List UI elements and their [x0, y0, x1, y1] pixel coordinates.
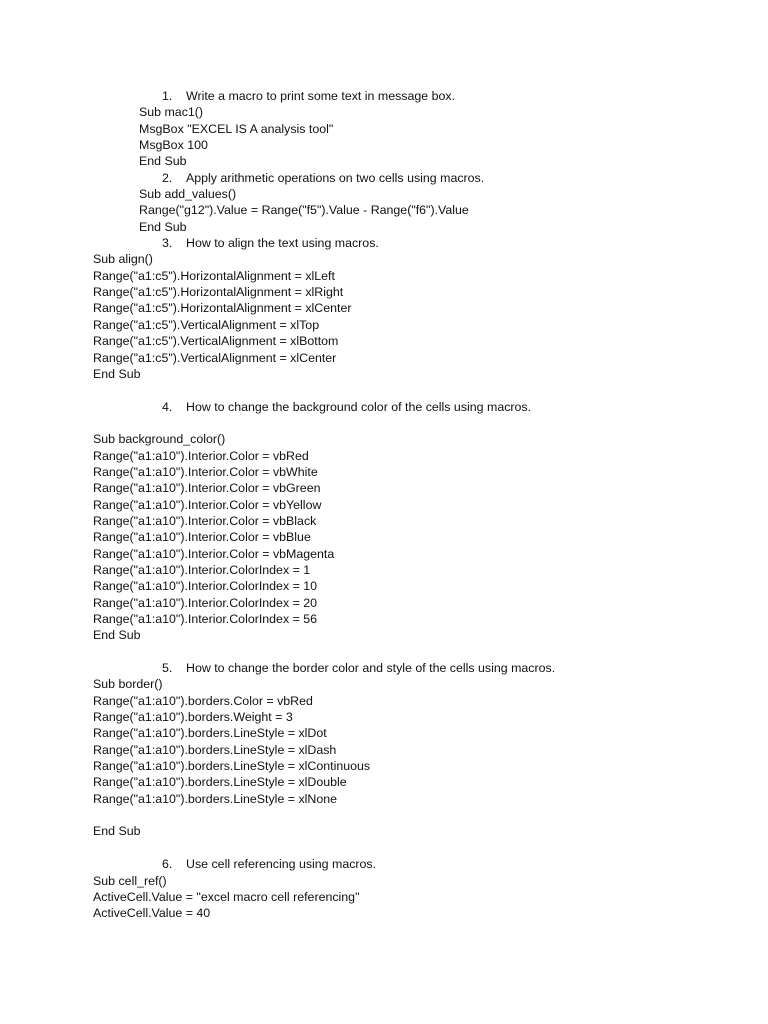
blank-line — [0, 840, 768, 856]
code-line: Range("a1:a10").Interior.Color = vbBlue — [93, 530, 311, 545]
code-line: End Sub — [93, 366, 141, 381]
code-line: Sub align() — [93, 252, 153, 267]
code-line: Range("a1:a10").Interior.Color = vbRed — [93, 448, 309, 463]
document-page — [0, 88, 768, 922]
code-line: Range("a1:a10").Interior.ColorIndex = 1 — [93, 562, 311, 577]
section-number: 6. — [162, 857, 173, 872]
section-heading — [0, 235, 768, 251]
code-line: Range("a1:c5").VerticalAlignment = xlCenter — [93, 350, 337, 365]
code-line: Range("a1:a10").borders.LineStyle = xlContinuous — [93, 759, 371, 774]
section-heading — [0, 88, 768, 104]
code-line: Sub add_values() — [139, 187, 237, 202]
section-heading — [0, 856, 768, 872]
code-line: ActiveCell.Value = "excel macro cell referencing" — [93, 889, 360, 904]
section-title: How to change the background color of the cells using macros. — [186, 399, 532, 414]
code-line: Range("a1:a10").borders.LineStyle = xlNone — [93, 791, 338, 806]
section-title: Apply arithmetic operations on two cells using macros. — [186, 170, 485, 185]
code-line: Range("a1:c5").HorizontalAlignment = xlRight — [93, 285, 344, 300]
code-line: Range("g12").Value = Range("f5").Value - Range("f6").Value — [139, 203, 469, 218]
code-line: Sub border() — [93, 677, 163, 692]
code-line: Sub mac1() — [139, 105, 204, 120]
code-line: Range("a1:a10").borders.LineStyle = xlDouble — [93, 775, 347, 790]
code-line: Range("a1:a10").Interior.ColorIndex = 10 — [93, 579, 318, 594]
code-line: End Sub — [93, 628, 141, 643]
code-line: ActiveCell.Value = 40 — [93, 906, 211, 921]
code-line: Range("a1:a10").borders.Color = vbRed — [93, 693, 313, 708]
code-line: Range("a1:a10").Interior.ColorIndex = 56 — [93, 612, 318, 626]
code-line: Sub background_color() — [93, 432, 226, 447]
code-line: End Sub — [93, 824, 141, 839]
code-line: Range("a1:a10").Interior.ColorIndex = 20 — [93, 595, 318, 610]
code-line: End Sub — [139, 154, 187, 169]
blank-line — [0, 382, 768, 398]
code-line: Range("a1:c5").HorizontalAlignment = xlCenter — [93, 301, 352, 316]
section-heading — [0, 660, 768, 676]
code-line: Range("a1:a10").Interior.Color = vbMagenta — [93, 546, 335, 561]
section-title: How to change the border color and style of the cells using macros. — [186, 661, 556, 676]
code-line: Sub cell_ref() — [93, 873, 167, 888]
section-number: 2. — [162, 170, 173, 185]
code-line: Range("a1:a10").borders.LineStyle = xlDash — [93, 742, 337, 757]
code-line: Range("a1:c5").HorizontalAlignment = xlLeft — [93, 268, 335, 283]
section-number: 4. — [162, 399, 173, 414]
section-number: 5. — [162, 661, 173, 676]
code-line: Range("a1:a10").Interior.Color = vbWhite — [93, 464, 318, 479]
blank-line — [0, 415, 768, 431]
section-title: Write a macro to print some text in message box. — [186, 89, 456, 103]
code-line: MsgBox 100 — [139, 138, 208, 153]
section-number: 3. — [162, 236, 173, 251]
code-line: Range("a1:a10").Interior.Color = vbYellow — [93, 497, 322, 512]
section-heading — [0, 170, 768, 186]
section-title: How to align the text using macros. — [186, 236, 379, 251]
code-line: Range("a1:a10").borders.LineStyle = xlDot — [93, 726, 327, 741]
section-title: Use cell referencing using macros. — [186, 857, 377, 872]
code-line: Range("a1:a10").Interior.Color = vbGreen — [93, 481, 321, 496]
code-line: End Sub — [139, 219, 187, 234]
blank-line — [0, 807, 768, 823]
code-line: Range("a1:a10").borders.Weight = 3 — [93, 710, 293, 725]
code-line: MsgBox "EXCEL IS A analysis tool" — [139, 121, 334, 136]
section-heading — [0, 399, 768, 415]
section-number: 1. — [162, 89, 173, 103]
code-line: Range("a1:a10").Interior.Color = vbBlack — [93, 513, 317, 528]
code-line: Range("a1:c5").VerticalAlignment = xlBottom — [93, 334, 339, 349]
code-line: Range("a1:c5").VerticalAlignment = xlTop — [93, 317, 320, 332]
blank-line — [0, 644, 768, 660]
